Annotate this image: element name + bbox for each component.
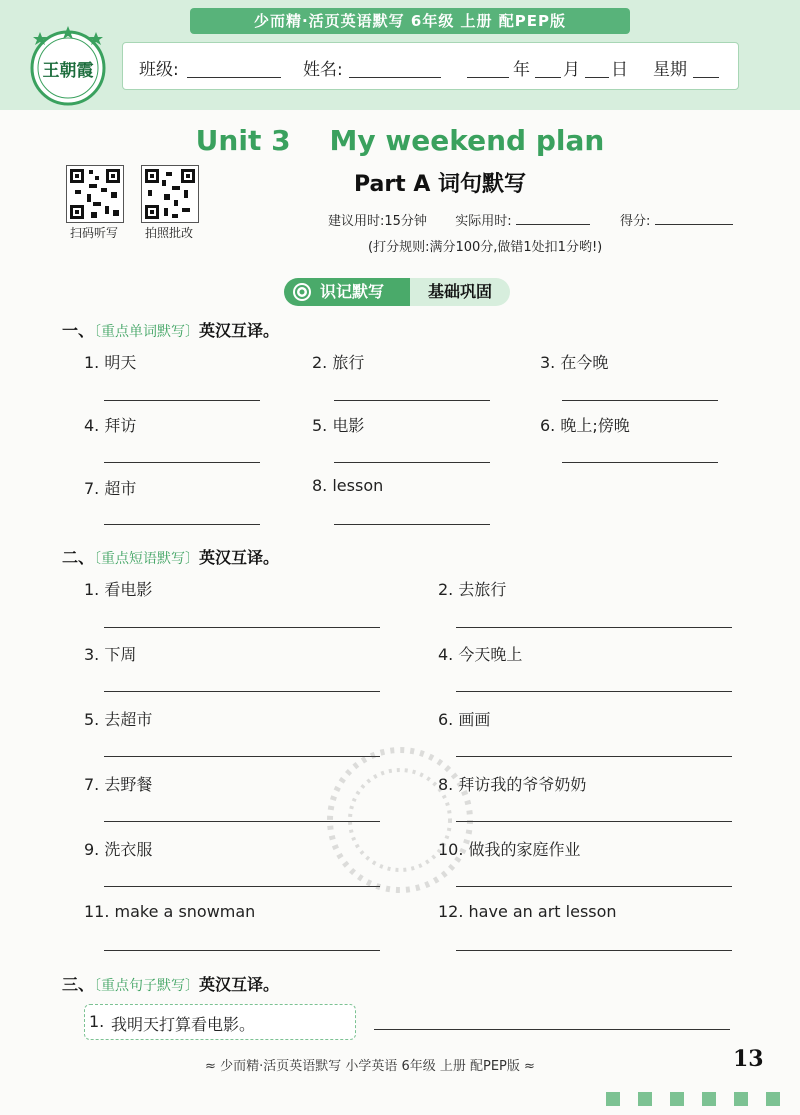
section3-number: 三、 [62, 975, 95, 994]
actual-time-input-line[interactable] [516, 224, 590, 225]
banner-right-label: 基础巩固 [410, 278, 510, 306]
photo-qr-code[interactable] [141, 165, 199, 223]
month-label: 月 [563, 60, 580, 80]
time-score-row [328, 210, 733, 229]
actual-time-label: 实际用时: [455, 214, 512, 229]
s1-answer-7[interactable] [104, 524, 260, 525]
s2-answer-2[interactable] [456, 627, 732, 628]
suggested-time: 建议用时:15分钟 [328, 214, 427, 229]
s2-item-11: 11. make a snowman [84, 902, 256, 921]
s1-item-3: 3. 在今晚 [540, 353, 609, 372]
unit-title: Unit 3 My weekend plan [195, 124, 605, 157]
s2-item-3: 3. 下周 [84, 645, 137, 664]
sentence-prompt-box [84, 1004, 356, 1040]
s2-answer-10[interactable] [456, 886, 732, 887]
class-label: 班级: [139, 60, 179, 80]
s1-item-8: 8. lesson [312, 476, 384, 495]
s2-item-1: 1. 看电影 [84, 580, 153, 599]
watermark-stamp [320, 720, 480, 920]
footer-square [766, 1092, 780, 1106]
week-input-line[interactable] [693, 77, 719, 78]
s1-answer-4[interactable] [104, 462, 260, 463]
part-title-text: Part A 词句默写 [353, 172, 527, 197]
s3-answer-1[interactable] [374, 1029, 730, 1030]
section2-number: 二、 [62, 548, 95, 567]
listen-qr-code[interactable] [66, 165, 124, 223]
class-input-line[interactable] [187, 77, 281, 78]
s2-item-6: 6. 画画 [438, 710, 491, 729]
section2-heading [62, 545, 279, 568]
section3-tag: 〔重点句子默写〕 [94, 978, 200, 994]
svg-text:王朝霞: 王朝霞 [42, 61, 94, 81]
s2-item-7: 7. 去野餐 [84, 775, 153, 794]
s2-item-2: 2. 去旅行 [438, 580, 507, 599]
section2-title: 英汉互译。 [199, 548, 280, 567]
section3-title: 英汉互译。 [199, 975, 280, 994]
s1-item-2: 2. 旅行 [312, 353, 365, 372]
section1-heading [62, 318, 279, 341]
s1-item-6: 6. 晚上;傍晚 [540, 416, 630, 435]
day-label: 日 [611, 60, 628, 80]
score-input-line[interactable] [655, 224, 733, 225]
s1-item-4: 4. 拜访 [84, 416, 137, 435]
s2-item-5: 5. 去超市 [84, 710, 153, 729]
s1-item-7: 7. 超市 [84, 479, 137, 498]
s1-answer-8[interactable] [334, 524, 490, 525]
section1-title: 英汉互译。 [199, 321, 280, 340]
s2-answer-12[interactable] [456, 950, 732, 951]
section2-tag: 〔重点短语默写〕 [94, 551, 200, 567]
s2-item-4: 4. 今天晚上 [438, 645, 523, 664]
month-input-line[interactable] [535, 77, 561, 78]
s1-item-1: 1. 明天 [84, 353, 137, 372]
s1-item-5: 5. 电影 [312, 416, 365, 435]
s2-item-9: 9. 洗衣服 [84, 840, 153, 859]
banner-left-label: 识记默写 [284, 278, 410, 306]
section1-tag: 〔重点单词默写〕 [94, 324, 200, 340]
scoring-rule: (打分规则:满分100分,做错1处扣1分哟!) [368, 240, 603, 255]
s1-answer-2[interactable] [334, 400, 490, 401]
listen-qr-label: 扫码听写 [69, 226, 118, 240]
s2-answer-4[interactable] [456, 691, 732, 692]
footer-square [638, 1092, 652, 1106]
footer-square [606, 1092, 620, 1106]
s1-answer-3[interactable] [562, 400, 718, 401]
s2-item-10: 10. 做我的家庭作业 [438, 840, 581, 859]
student-info-box [122, 42, 739, 90]
name-label: 姓名: [303, 60, 343, 80]
s2-answer-11[interactable] [104, 950, 380, 951]
week-label: 星期 [653, 60, 687, 80]
s2-item-8: 8. 拜访我的爷爷奶奶 [438, 775, 587, 794]
year-label: 年 [513, 60, 530, 80]
brand-logo [20, 22, 116, 106]
photo-qr-label: 拍照批改 [144, 226, 193, 240]
s1-answer-1[interactable] [104, 400, 260, 401]
s3-item-number: 1. [89, 1012, 105, 1031]
footer-text: ≈ 少而精·活页英语默写 小学英语 6年级 上册 配PEP版 ≈ [205, 1059, 535, 1074]
s1-answer-6[interactable] [562, 462, 718, 463]
s2-answer-3[interactable] [104, 691, 380, 692]
s2-answer-1[interactable] [104, 627, 380, 628]
footer-square [734, 1092, 748, 1106]
s2-answer-8[interactable] [456, 821, 732, 822]
flower-icon [292, 282, 312, 302]
year-input-line[interactable] [467, 77, 509, 78]
name-input-line[interactable] [349, 77, 441, 78]
footer-square [702, 1092, 716, 1106]
s3-item-text: 我明天打算看电影。 [111, 1015, 256, 1034]
score-label: 得分: [620, 214, 651, 229]
footer-square [670, 1092, 684, 1106]
s2-answer-6[interactable] [456, 756, 732, 757]
series-banner: 少而精·活页英语默写 6年级 上册 配PEP版 [190, 8, 630, 34]
day-input-line[interactable] [585, 77, 609, 78]
page-footer [0, 1055, 800, 1074]
s2-item-12: 12. have an art lesson [438, 902, 617, 921]
page-number: 13 [733, 1046, 764, 1072]
s1-answer-5[interactable] [334, 462, 490, 463]
section1-number: 一、 [62, 321, 95, 340]
section-banner [284, 278, 510, 306]
section3-heading [62, 972, 279, 995]
